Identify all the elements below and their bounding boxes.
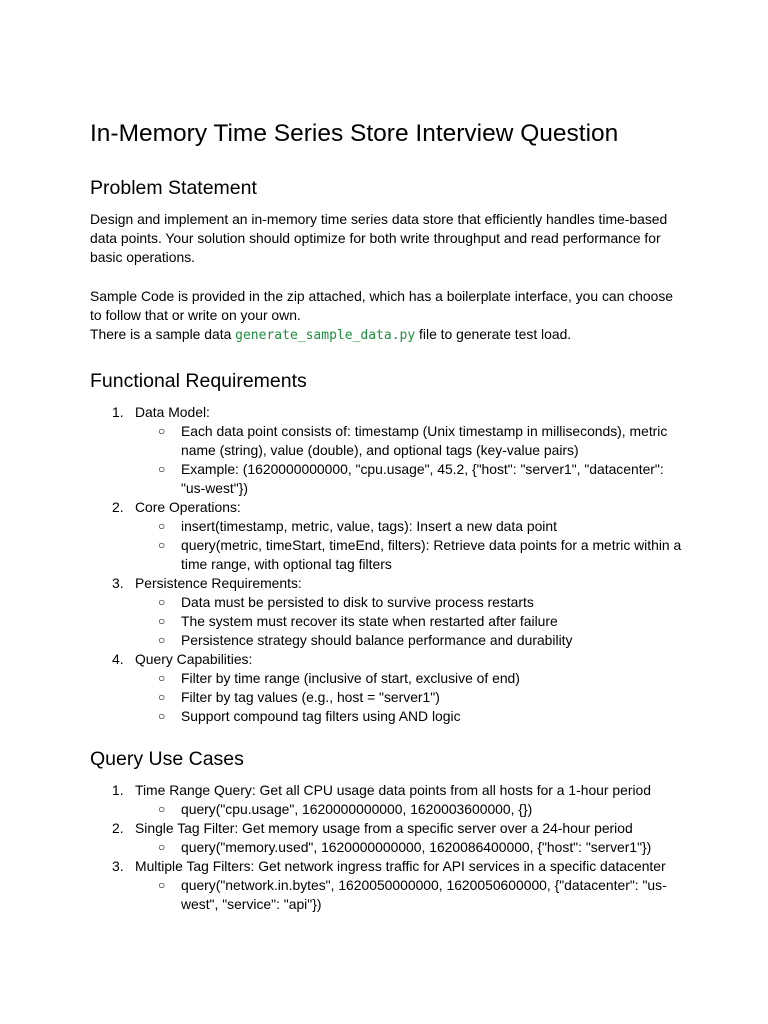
list-item — [90, 650, 690, 726]
hollow-bullet-icon: ○ — [158, 878, 166, 892]
sample-data-pre: There is a sample data — [90, 326, 236, 342]
query-use-cases-heading: Query Use Cases — [90, 748, 244, 770]
hollow-bullet-icon: ○ — [158, 840, 166, 854]
list-item-label: Multiple Tag Filters: Get network ingress traffic for API services in a specific datacenter — [135, 858, 666, 874]
sub-list — [135, 876, 690, 914]
sub-list-item: ○ Support compound tag filters using AND logic — [158, 708, 461, 724]
sub-list-item: ○ Persistence strategy should balance performance and durability — [158, 632, 573, 648]
sub-list-item: ○ query("cpu.usage", 1620000000000, 1620003600000, {}) — [158, 801, 533, 817]
list-item-label: Data Model: — [135, 404, 210, 420]
list-item — [90, 781, 690, 819]
hollow-bullet-icon: ○ — [158, 462, 166, 476]
list-number: 2. — [112, 820, 124, 836]
hollow-bullet-icon: ○ — [158, 519, 166, 533]
sub-list-item: ○ Filter by time range (inclusive of start, exclusive of end) — [158, 670, 520, 686]
functional-requirements-heading: Functional Requirements — [90, 370, 307, 392]
sub-list — [135, 517, 690, 574]
list-item — [90, 498, 690, 574]
list-number: 1. — [112, 782, 124, 798]
list-number: 2. — [112, 499, 124, 515]
list-item-label: Single Tag Filter: Get memory usage from a specific server over a 24-hour period — [135, 820, 633, 836]
sub-list-item: ○ Data must be persisted to disk to survive process restarts — [158, 594, 534, 610]
problem-paragraph-1: Design and implement an in-memory time series data store that efficiently handles time-based data points. Your solution should optimize for both write throughput and read performance for basic operations. — [90, 211, 668, 265]
sub-list-item: ○ insert(timestamp, metric, value, tags): Insert a new data point — [158, 518, 557, 534]
sample-data-post: file to generate test load. — [415, 326, 572, 342]
sub-list-item: ○ The system must recover its state when restarted after failure — [158, 613, 558, 629]
sample-code-sentence: Sample Code is provided in the zip attached, which has a boilerplate interface, you can choose to follow that or write on your own. — [90, 288, 673, 323]
problem-statement-heading: Problem Statement — [90, 177, 257, 199]
list-item — [90, 403, 690, 498]
list-item-label: Time Range Query: Get all CPU usage data points from all hosts for a 1-hour period — [135, 782, 652, 798]
sub-list-item: ○ query("network.in.bytes", 1620050000000, 1620050600000, {"datacenter": "us-west", "service": "api"}) — [158, 877, 667, 912]
sub-list-item: ○ Example: (1620000000000, "cpu.usage", 45.2, {"host": "server1", "datacenter": "us-west"}) — [158, 461, 664, 496]
hollow-bullet-icon: ○ — [158, 671, 166, 685]
query-use-cases-list — [90, 781, 690, 914]
list-number: 3. — [112, 575, 124, 591]
sub-list — [135, 838, 690, 857]
hollow-bullet-icon: ○ — [158, 538, 166, 552]
problem-paragraph-2 — [90, 287, 680, 345]
sub-list-item: ○ Filter by tag values (e.g., host = "server1") — [158, 689, 440, 705]
sub-list — [135, 422, 690, 498]
hollow-bullet-icon: ○ — [158, 424, 166, 438]
sub-list — [135, 593, 690, 650]
hollow-bullet-icon: ○ — [158, 614, 166, 628]
list-number: 1. — [112, 404, 124, 420]
hollow-bullet-icon: ○ — [158, 802, 166, 816]
hollow-bullet-icon: ○ — [158, 633, 166, 647]
document-title: In-Memory Time Series Store Interview Question — [90, 120, 619, 147]
list-number: 3. — [112, 858, 124, 874]
hollow-bullet-icon: ○ — [158, 595, 166, 609]
list-item — [90, 857, 690, 914]
sub-list-item: ○ query("memory.used", 1620000000000, 1620086400000, {"host": "server1"}) — [158, 839, 652, 855]
functional-requirements-list — [90, 403, 690, 726]
list-item-label: Core Operations: — [135, 499, 241, 515]
sample-data-filename: generate_sample_data.py — [235, 328, 416, 343]
hollow-bullet-icon: ○ — [158, 690, 166, 704]
hollow-bullet-icon: ○ — [158, 709, 166, 723]
sub-list — [135, 800, 690, 819]
list-number: 4. — [112, 651, 124, 667]
list-item-label: Persistence Requirements: — [135, 575, 302, 591]
list-item — [90, 574, 690, 650]
sub-list — [135, 669, 690, 726]
list-item — [90, 819, 690, 857]
sub-list-item: ○ Each data point consists of: timestamp (Unix timestamp in milliseconds), metric name (string), value (double), and optional tags (key-value pairs) — [158, 423, 668, 458]
list-item-label: Query Capabilities: — [135, 651, 253, 667]
sub-list-item: ○ query(metric, timeStart, timeEnd, filters): Retrieve data points for a metric within a time range, with optional tag filters — [158, 537, 682, 572]
